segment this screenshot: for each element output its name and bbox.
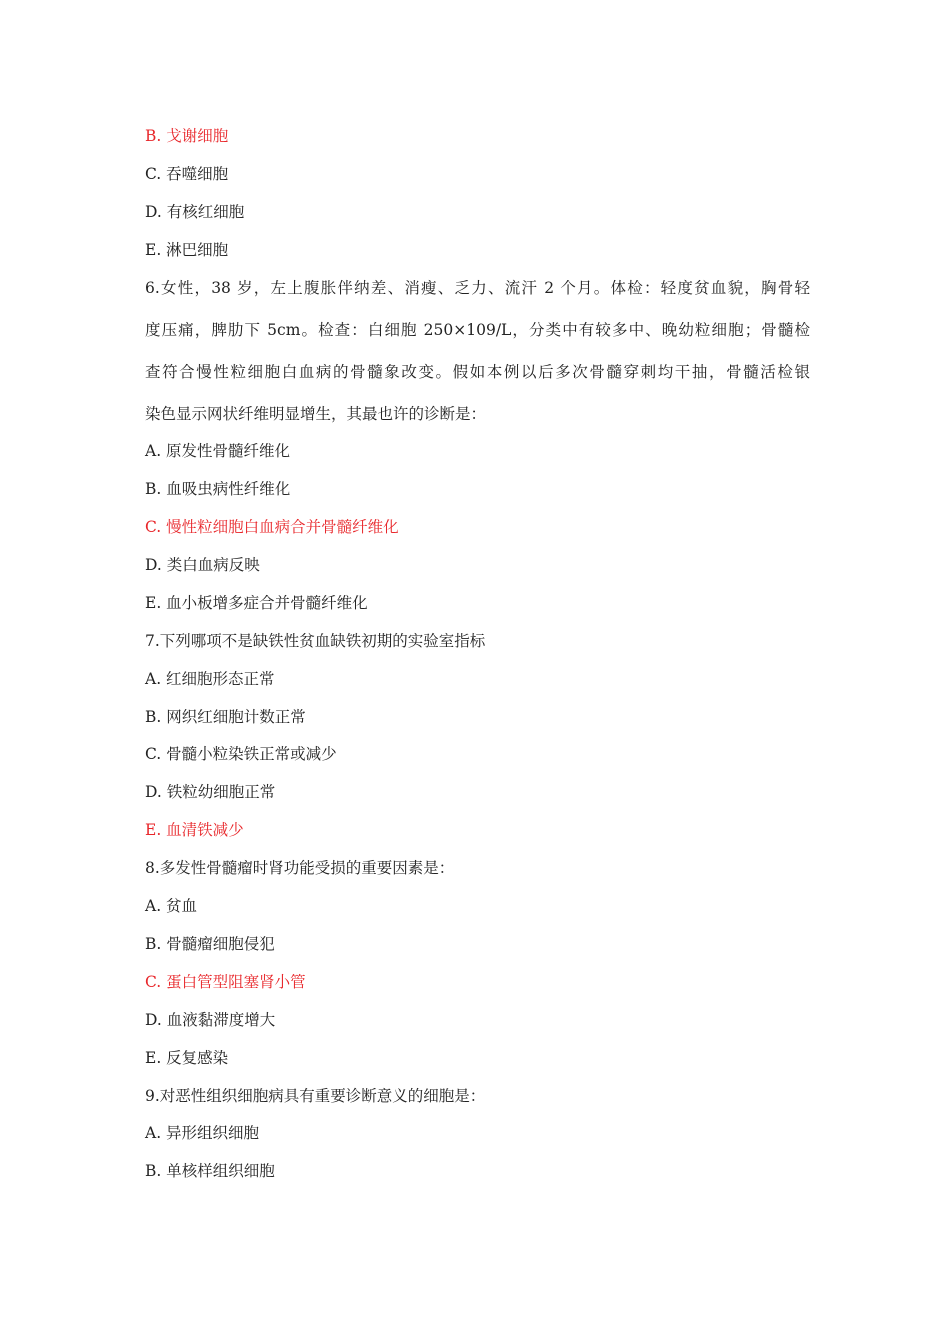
- q6-option-c: C. 慢性粒细胞白血病合并骨髓纤维化: [145, 518, 399, 536]
- q8-option-e: E. 反复感染: [145, 1049, 229, 1067]
- q7-option-b: B. 网织红细胞计数正常: [145, 708, 306, 726]
- q6-stem-line: 查符合慢性粒细胞白血病的骨髓象改变。假如本例以后多次骨髓穿刺均干抽，骨髓活检银: [145, 363, 810, 381]
- q6-stem-line: 染色显示网状纤维明显增生，其最也许的诊断是：: [145, 405, 487, 423]
- q6-option-a: A. 原发性骨髓纤维化: [145, 442, 291, 460]
- q9-stem: 9.对恶性组织细胞病具有重要诊断意义的细胞是：: [145, 1087, 486, 1105]
- q8-stem: 8.多发性骨髓瘤时肾功能受损的重要因素是：: [145, 859, 455, 877]
- q8-option-c: C. 蛋白管型阻塞肾小管: [145, 973, 306, 991]
- q8-option-d: D. 血液黏滞度增大: [145, 1011, 276, 1029]
- q9-option-b: B. 单核样组织细胞: [145, 1162, 275, 1180]
- q7-option-a: A. 红细胞形态正常: [145, 670, 275, 688]
- q5-option-e: E. 淋巴细胞: [145, 241, 229, 259]
- q7-option-c: C. 骨髓小粒染铁正常或减少: [145, 745, 337, 763]
- q5-option-d: D. 有核红细胞: [145, 203, 245, 221]
- q9-option-a: A. 异形组织细胞: [145, 1124, 260, 1142]
- q6-option-d: D. 类白血病反映: [145, 556, 260, 574]
- q6-stem-line: 6.女性，38 岁，左上腹胀伴纳差、消瘦、乏力、流汗 2 个月。体检：轻度贫血貌，胸骨轻: [145, 279, 810, 297]
- q6-option-e: E. 血小板增多症合并骨髓纤维化: [145, 594, 368, 612]
- q6-option-b: B. 血吸虫病性纤维化: [145, 480, 291, 498]
- q8-option-b: B. 骨髓瘤细胞侵犯: [145, 935, 275, 953]
- q5-option-c: C. 吞噬细胞: [145, 165, 229, 183]
- q7-stem: 7.下列哪项不是缺铁性贫血缺铁初期的实验室指标: [145, 632, 486, 650]
- q8-option-a: A. 贫血: [145, 897, 198, 915]
- q7-option-d: D. 铁粒幼细胞正常: [145, 783, 276, 801]
- q5-option-b: B. 戈谢细胞: [145, 127, 229, 145]
- q7-option-e: E. 血清铁减少: [145, 821, 244, 839]
- q6-stem-line: 度压痛，脾肋下 5cm。检查：白细胞 250×109/L，分类中有较多中、晚幼粒细胞；骨髓检: [145, 321, 810, 339]
